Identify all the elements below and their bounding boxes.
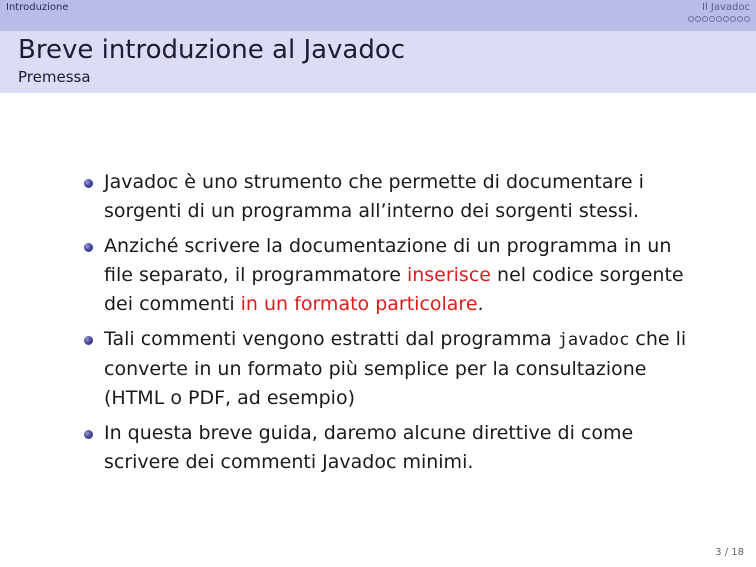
list-item [80, 232, 700, 319]
frame-title: Breve introduzione al Javadoc [18, 35, 406, 65]
nav-dot[interactable] [744, 16, 750, 22]
subsection-nav-label[interactable]: Il Javadoc [702, 2, 750, 13]
frame-nav-dots [688, 16, 750, 22]
nav-dot[interactable] [709, 16, 715, 22]
item-text: Anziché scrivere la documentazione di un programma in un file separato, il programmatore [104, 235, 672, 286]
highlighted-text: in un formato particolare [240, 293, 478, 315]
bullet-icon [84, 430, 93, 439]
frame-title-bar [0, 31, 756, 93]
nav-dot[interactable] [688, 16, 694, 22]
item-text: che li converte in un formato più semplice per la consultazione (HTML o PDF, ad esempio) [104, 328, 687, 409]
headline-bar [0, 0, 756, 31]
code-text: javadoc [557, 330, 630, 350]
bullet-list [80, 168, 700, 483]
list-item [80, 419, 700, 477]
nav-dot[interactable] [723, 16, 729, 22]
nav-dot[interactable] [730, 16, 736, 22]
list-item [80, 168, 700, 226]
highlighted-text: inserisce [406, 264, 491, 286]
nav-dot[interactable] [716, 16, 722, 22]
page-number: 3 / 18 [715, 547, 744, 558]
nav-dot[interactable] [702, 16, 708, 22]
nav-dot[interactable] [695, 16, 701, 22]
item-text: nel codice sorgente dei commenti [104, 264, 684, 315]
bullet-icon [84, 336, 93, 345]
nav-dot[interactable] [737, 16, 743, 22]
item-text: Javadoc è uno strumento che permette di documentare i sorgenti di un programma all’interno dei sorgenti stessi. [104, 171, 644, 222]
item-text: Tali commenti vengono estratti dal programma [104, 328, 558, 350]
section-nav-label[interactable]: Introduzione [6, 2, 69, 13]
item-text: In questa breve guida, daremo alcune direttive di come scrivere dei commenti Javadoc minimi. [104, 422, 634, 473]
list-item [80, 325, 700, 413]
frame-subtitle: Premessa [18, 68, 91, 86]
bullet-icon [84, 179, 93, 188]
item-text: . [477, 293, 484, 315]
bullet-icon [84, 243, 93, 252]
